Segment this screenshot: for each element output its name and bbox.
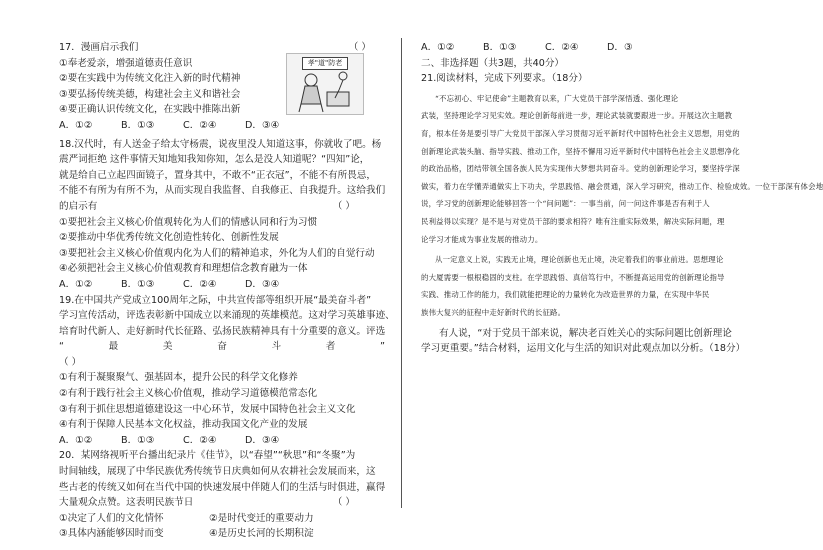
q20-line: 20．某网络视听平台播出纪录片《佳节》，以“春望”“秋思”和“冬聚”为 [59,450,356,462]
answer-c: C．②④ [183,119,217,131]
question-17 [59,40,385,134]
section-title: 二、非选择题（共3题，共40分） [421,57,565,69]
option-item: ④要正确认识传统文化，在实践中推陈出新 [59,104,241,116]
question-19 [59,293,395,449]
question-prompt [421,326,746,357]
answer-b: B．①③ [121,119,155,131]
answer-paren: （ ） [59,356,82,368]
option-item: ①要把社会主义核心价值观转化为人们的情感认同和行为习惯 [59,216,318,228]
material-passage-2 [421,251,743,321]
q19-line: 学习宣传活动，评选表彰新中国成立以来涌现的英雄模范。这对学习英雄事迹、 [59,310,395,322]
q20-line: 些古老的传统又如何在当代中国的快速发展中伴随人们的生活与时俱进，赢得 [59,481,386,493]
material-line: 的政治品格，团结带领全国各族人民为实现伟大梦想共同奋斗。党的创新理论学习，要坚持学深 [421,164,740,174]
q19-line: 19.在中国共产党成立100周年之际，中共宣传部等组织开展“最美奋斗者” [59,294,372,306]
option-item: ①决定了人们的文化情怀 [59,512,164,524]
q18-line: 就是给自己立起四面镜子，置身其中，不敢不“正衣冠”，不能不有所畏忌， [59,169,376,181]
q19-spread-line: “ 最 美 奋 斗 者 ” [59,341,385,353]
q18-line: 震严词拒绝 这件事情天知地知我知你知，怎么是没人知道呢？“四知”论， [59,154,370,166]
material-line: 从一定意义上说，实践无止境，理论创新也无止境，决定着我们的事业前进。思想理论 [435,255,724,265]
answer-b: B．①③ [121,434,155,446]
cartoon-sign: 孝"道"防老 [302,57,348,70]
q19-line: 培育时代新人、走好新时代长征路、弘扬民族精神具有十分重要的意义。评选 [59,325,386,337]
q17-stem: 17．漫画启示我们 [59,42,139,53]
answer-b: B．①③ [121,278,155,290]
q18-line: 18.汉代时，有人送金子给太守杨震，说夜里没人知道这事，你就收了吧。杨 [59,138,382,150]
answer-a: A．①② [421,42,455,53]
cartoon-illustration [286,53,364,115]
q18-line: 不能不有所为有所不为，从而实现自我监督、自我修正、自我提升。这给我们 [59,185,386,197]
material-line: 说，学习党的创新理论能够回答一个“问问题”：一事当前，问一问这件事是否有利于人 [421,199,710,209]
answer-b: B．①③ [483,42,517,53]
answer-c: C．②④ [183,278,217,290]
material-line: 民利益得以实现？是不是与对党员干部的要求相符？唯有注重实际效果，解决实际问题，理 [421,216,725,226]
q18-last-line: 的启示有 [59,200,98,212]
q20-line: 时间轴线，展现了中华民族优秀传统节日庆典如何从农耕社会发展而来，这 [59,466,376,478]
answer-options [59,277,385,293]
prompt-line: 有人说，“对于党员干部来说，解决老百姓关心的实际问题比创新理论 [439,327,732,339]
option-item: ③具体内涵能够因时而变 [59,528,164,540]
right-column [421,40,823,357]
material-line: 论学习才能成为事业发展的推动力。 [421,234,543,244]
question-18 [59,137,385,293]
material-line: 创新理论武装头脑、指导实践、推动工作，坚持不懈用习近平新时代中国特色社会主义思想净化 [421,146,740,156]
option-item: ①有利于凝聚聚气、强基固本，提升公民的科学文化修养 [59,372,298,384]
option-item: ③要弘扬传统美德，构建社会主义和谐社会 [59,88,241,100]
answer-d: D．③④ [245,119,280,131]
material-line: 做实，着力在学懂弄通做实上下功夫，学思践悟、融会贯通，深入学习研究，推动工作、检验成效。一位干部深有体会地 [421,181,823,191]
option-item: ①奉老爱亲，增强道德责任意识 [59,57,193,69]
answer-paren: （ ） [332,200,355,212]
question-20 [59,448,385,542]
answer-options [59,433,385,449]
q21-stem: 21.阅读材料，完成下列要求。（18分） [421,73,588,85]
option-item: ③要把社会主义核心价值观内化为人们的精神追求，外化为人们的自觉行动 [59,247,375,259]
left-column [59,40,395,542]
answer-a: A．①② [59,434,93,446]
option-item: ④有利于保障人民基本文化权益，推动我国文化产业的发展 [59,419,308,431]
answer-options [59,118,385,134]
material-line: 的大厦需要一根根稳固的支柱。在学思践悟、真信笃行中，不断提高运用党的创新理论指导 [421,272,725,282]
option-item: ④必须把社会主义核心价值观教育和理想信念教育融为一体 [59,263,308,275]
material-line: “不忘初心、牢记使命”主题教育以来，广大党员干部学深悟透、强化理论 [435,93,679,103]
option-item: ④是历史长河的长期积淀 [209,528,314,540]
column-divider [401,38,402,508]
material-passage [421,90,823,248]
q20-last-line: 大量观众点赞。这表明民族节日 [59,497,194,509]
material-line: 武装，坚持理论学习见实效。理论创新每前进一步，理论武装就要跟进一步。开展这次主题教 [421,111,733,121]
material-line: 育，根本任务是要引导广大党员干部深入学习贯彻习近平新时代中国特色社会主义思想，用党的 [421,128,740,138]
answer-c: C．②④ [183,434,217,446]
answer-options [421,40,743,56]
options-row [59,511,385,527]
answer-a: A．①② [59,278,93,290]
answer-c: C．②④ [545,42,579,53]
answer-paren: （ ） [348,42,371,53]
material-line: 实践、推动工作的能力，我们就能把理论的力量转化为改造世界的力量，在实现中华民 [421,290,710,300]
prompt-line: 学习更重要。”结合材料，运用文化与生活的知识对此观点加以分析。（18分） [421,343,746,355]
answer-d: D．③④ [245,278,280,290]
options-row [59,526,385,542]
answer-d: D．③④ [245,434,280,446]
option-item: ②要推动中华优秀传统文化创造性转化、创新性发展 [59,232,279,244]
answer-a: A．①② [59,119,93,131]
option-item: ②要在实践中为传统文化注入新的时代精神 [59,73,241,85]
option-item: ②有利于践行社会主义核心价值观，推动学习道德模范常态化 [59,388,318,400]
answer-d: D．③ [607,42,633,53]
material-line: 族伟大复兴的征程中走好新时代的长征路。 [421,307,566,317]
option-item: ②是时代变迁的重要动力 [209,512,314,524]
option-item: ③有利于抓住思想道德建设这一中心环节，发展中国特色社会主义文化 [59,403,356,415]
answer-paren: （ ） [332,497,355,509]
